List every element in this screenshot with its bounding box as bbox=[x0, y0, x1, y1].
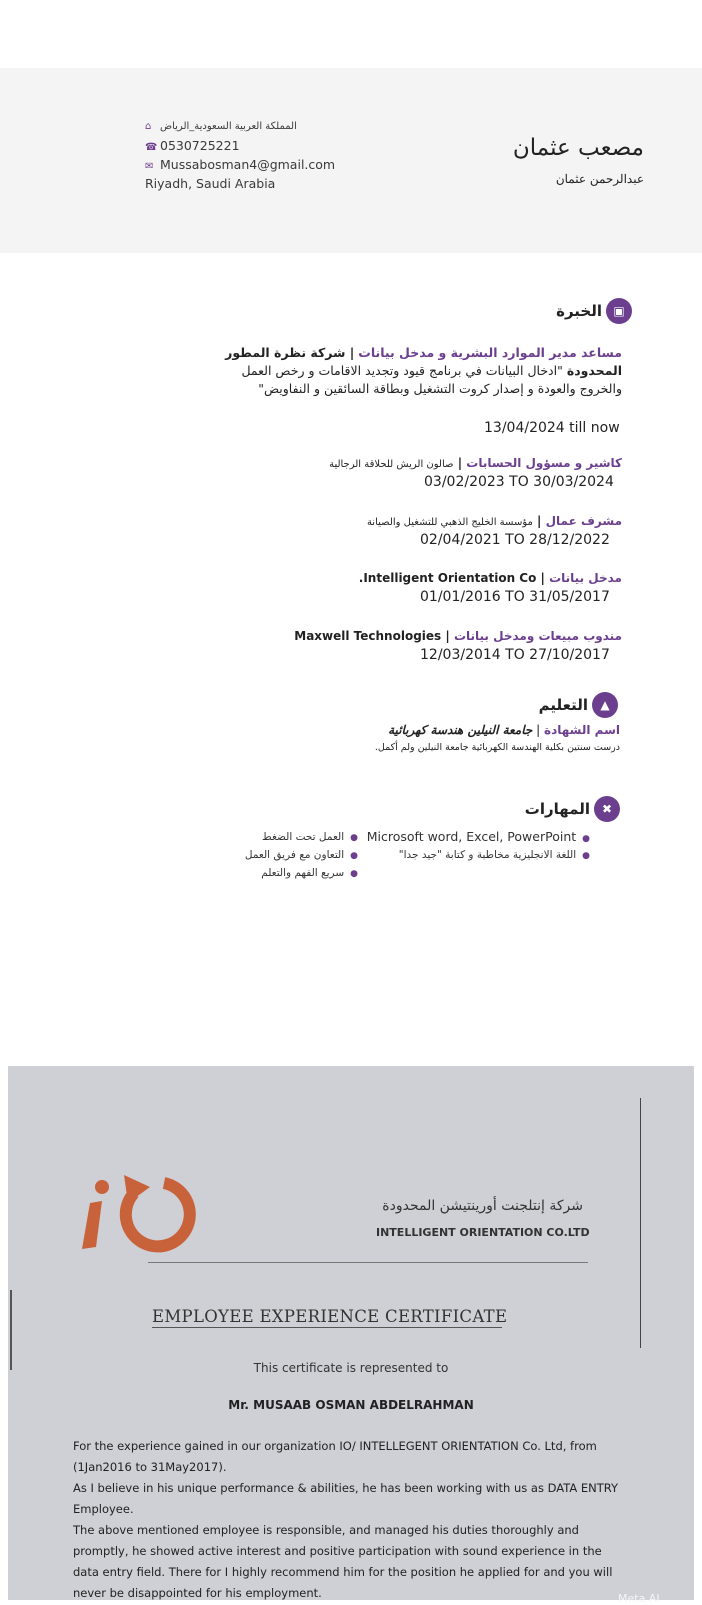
briefcase-icon: ▣ bbox=[606, 298, 632, 324]
city-row bbox=[145, 174, 405, 193]
school-name: جامعة النيلين هندسة كهربائية bbox=[388, 723, 533, 737]
education-entry: اسم الشهادة | جامعة النيلين هندسة كهربائية bbox=[388, 723, 620, 737]
job-title: كاشير و مسؤول الحسابات bbox=[466, 456, 622, 470]
certificate-paragraph-2: As I believe in his unique performance & abilities, he has been working with us as DATA ENTRY Employee. bbox=[73, 1481, 619, 1516]
bullet-icon: ● bbox=[350, 851, 358, 861]
job-title: مشرف عمال bbox=[545, 514, 622, 528]
job-company: شركة نظرة المطور المحدودة bbox=[225, 345, 622, 378]
job-company: مؤسسة الخليج الذهبي للتشغيل والصيانة bbox=[366, 517, 533, 528]
city-text: Riyadh, Saudi Arabia bbox=[145, 176, 276, 191]
contact-block bbox=[145, 117, 405, 193]
certificate-company-en: INTELLIGENT ORIENTATION CO.LTD bbox=[376, 1226, 590, 1239]
degree-label: اسم الشهادة bbox=[543, 723, 620, 737]
job-entry-2: كاشير و مسؤول الحسابات | صالون الريش للحلاقة الرجالية bbox=[329, 456, 622, 470]
certificate-paragraph-3: The above mentioned employee is responsible, and managed his duties thoroughly and promptly, he showed active interest and positive participation with sound experience in the data entry field. There for I highly recommend him for the position he applied for and you will never be disappointed for his employment. bbox=[73, 1523, 613, 1600]
skills-heading: ✖ المهارات bbox=[525, 794, 620, 824]
experience-heading: ▣ الخبرة bbox=[556, 296, 632, 326]
job-dates-2: 03/02/2023 TO 30/03/2024 bbox=[424, 474, 614, 490]
envelope-icon: ✉ bbox=[145, 161, 154, 172]
job-entry-1: مساعد مدير الموارد البشرية و مدخل بيانات | شركة نظرة المطور المحدودة "ادخال البيانات في برنامج قيود وتجديد الاقامات و رخص العمل والخروج والعودة و إصدار كروت التشغيل وبطاقة السائقين و النفاويض" bbox=[225, 345, 622, 396]
skill-item: ●التعاون مع فريق العمل bbox=[244, 849, 358, 861]
job-dates-5: 12/03/2014 TO 27/10/2017 bbox=[420, 647, 610, 663]
scan-fold-line bbox=[640, 1098, 641, 1348]
skills-column-1 bbox=[367, 828, 590, 864]
email-link[interactable]: Mussabosman4@gmail.com bbox=[160, 157, 336, 172]
address-row bbox=[145, 117, 405, 136]
job-entry-3: مشرف عمال | مؤسسة الخليج الذهبي للتشغيل والصيانة bbox=[366, 514, 622, 528]
education-note: درست سنتين بكلية الهندسة الكهربائية جامعة النيلين ولم أكمل. bbox=[374, 742, 620, 753]
candidate-surname: عبدالرحمن عثمان bbox=[555, 172, 644, 186]
job-title: مدخل بيانات bbox=[549, 571, 622, 585]
job-entry-5: مندوب مبيعات ومدخل بيانات | Maxwell Technologies bbox=[294, 629, 622, 643]
phone-text[interactable]: 0530725221 bbox=[160, 138, 240, 153]
job-dates-1: 13/04/2024 till now bbox=[484, 420, 620, 436]
scan-edge-mark bbox=[10, 1290, 12, 1370]
certificate-employee-name: Mr. MUSAAB OSMAN ABDELRAHMAN bbox=[228, 1398, 474, 1412]
job-company: Intelligent Orientation Co. bbox=[358, 571, 537, 585]
phone-icon: ☎ bbox=[145, 142, 158, 153]
skills-column-2 bbox=[245, 828, 358, 882]
home-icon: ⌂ bbox=[145, 121, 152, 132]
bullet-icon: ● bbox=[582, 834, 590, 844]
bullet-icon: ● bbox=[350, 833, 358, 843]
education-heading: ▲ التعليم bbox=[539, 690, 618, 720]
company-logo bbox=[72, 1165, 202, 1255]
graduation-cap-icon: ▲ bbox=[592, 692, 618, 718]
job-title: مساعد مدير الموارد البشرية و مدخل بيانات bbox=[358, 345, 622, 360]
job-dates-4: 01/01/2016 TO 31/05/2017 bbox=[420, 589, 610, 605]
certificate-represented: This certificate is represented to bbox=[253, 1361, 449, 1375]
skill-item: ●Microsoft word, Excel, PowerPoint bbox=[366, 829, 590, 844]
meta-ai-watermark: Meta AI bbox=[618, 1592, 660, 1605]
letterhead-divider bbox=[148, 1262, 588, 1263]
phone-row bbox=[145, 136, 405, 155]
job-entry-4: مدخل بيانات | Intelligent Orientation Co. bbox=[358, 571, 622, 585]
job-company: صالون الريش للحلاقة الرجالية bbox=[329, 459, 454, 470]
certificate-company-ar: شركة إنتلجنت أورينتيشن المحدودة bbox=[382, 1198, 583, 1214]
candidate-name: مصعب عثمان bbox=[512, 135, 644, 161]
bullet-icon: ● bbox=[350, 869, 358, 879]
certificate-title: EMPLOYEE EXPERIENCE CERTIFICATE bbox=[152, 1307, 508, 1326]
address-text: المملكة العربية السعودية_الرياض bbox=[160, 121, 297, 132]
job-description: "ادخال البيانات في برنامج قيود وتجديد الاقامات و رخص العمل والخروج والعودة و إصدار كروت التشغيل وبطاقة السائقين و النفاويض" bbox=[241, 363, 622, 396]
email-row bbox=[145, 155, 405, 174]
certificate-body bbox=[73, 1436, 628, 1604]
bullet-icon: ● bbox=[582, 851, 590, 861]
certificate-paragraph-1: For the experience gained in our organization IO/ INTELLEGENT ORIENTATION Co. Ltd, from (1Jan2016 to 31May2017). bbox=[73, 1439, 597, 1474]
tools-icon: ✖ bbox=[594, 796, 620, 822]
skill-item: ●سريع الفهم والتعلم bbox=[261, 867, 358, 879]
skill-item: ●العمل تحت الضغط bbox=[261, 831, 358, 843]
skill-item: ●اللغة الانجليزية مخاطبة و كتابة "جيد جدا" bbox=[398, 849, 590, 861]
job-title: مندوب مبيعات ومدخل بيانات bbox=[453, 629, 622, 643]
job-dates-3: 02/04/2021 TO 28/12/2022 bbox=[420, 532, 610, 548]
job-company: Maxwell Technologies bbox=[294, 629, 442, 643]
